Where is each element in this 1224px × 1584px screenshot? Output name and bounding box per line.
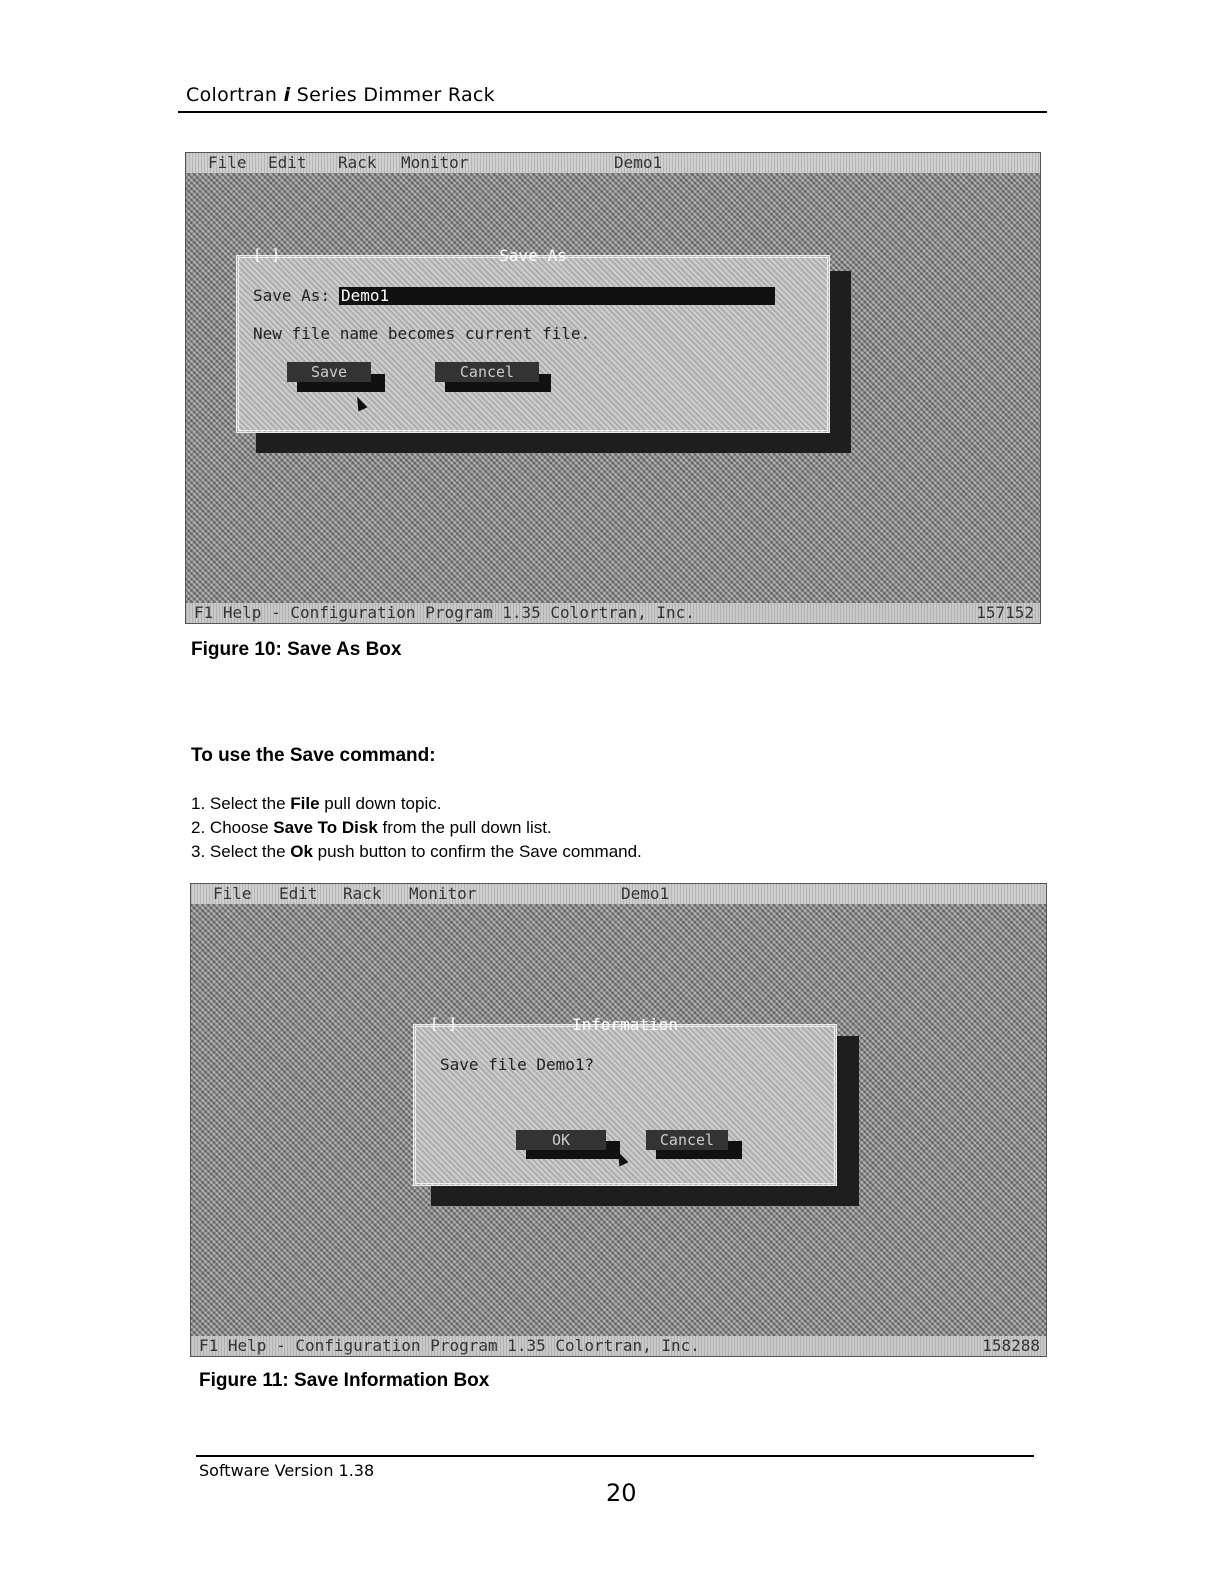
dialog-title: Information bbox=[572, 1015, 678, 1034]
menu-file-name: Demo1 bbox=[621, 884, 670, 903]
cancel-button[interactable]: Cancel bbox=[646, 1130, 728, 1150]
menu-rack[interactable]: Rack bbox=[343, 884, 382, 903]
menu-file-name: Demo1 bbox=[614, 153, 663, 172]
instruction-step: 1. Select the File pull down topic. bbox=[191, 794, 442, 813]
page-header-title: Colortran i Series Dimmer Rack bbox=[186, 84, 495, 106]
menu-file[interactable]: File bbox=[208, 153, 247, 172]
status-help-text: F1 Help - Configuration Program 1.35 Colortran, Inc. bbox=[194, 603, 695, 622]
save-as-dialog bbox=[236, 246, 830, 433]
status-memory: 158288 bbox=[982, 1336, 1040, 1355]
menu-monitor[interactable]: Monitor bbox=[401, 153, 469, 172]
mouse-pointer-icon bbox=[614, 1150, 629, 1167]
header-rule bbox=[178, 111, 1047, 113]
save-button[interactable]: Save bbox=[287, 362, 371, 382]
status-bar bbox=[186, 603, 1040, 623]
figure11-screen bbox=[190, 883, 1047, 1357]
dialog-message: New file name becomes current file. bbox=[253, 324, 591, 343]
software-version: Software Version 1.38 bbox=[199, 1461, 375, 1480]
dialog-title: Save As bbox=[499, 246, 567, 265]
instructions-heading: To use the Save command: bbox=[191, 745, 436, 766]
menu-rack[interactable]: Rack bbox=[338, 153, 377, 172]
status-bar bbox=[191, 1336, 1046, 1356]
cancel-button[interactable]: Cancel bbox=[435, 362, 539, 382]
dialog-close-icon[interactable]: [ ] bbox=[253, 246, 281, 264]
figure11-caption: Figure 11: Save Information Box bbox=[199, 1370, 490, 1391]
menu-bar bbox=[191, 884, 1046, 904]
instruction-step: 3. Select the Ok push button to confirm the Save command. bbox=[191, 842, 642, 861]
status-help-text: F1 Help - Configuration Program 1.35 Colortran, Inc. bbox=[199, 1336, 700, 1355]
instruction-step: 2. Choose Save To Disk from the pull down list. bbox=[191, 818, 552, 837]
dialog-close-icon[interactable]: [ ] bbox=[430, 1015, 458, 1033]
menu-file[interactable]: File bbox=[213, 884, 252, 903]
figure10-screen bbox=[185, 152, 1041, 624]
ok-button[interactable]: OK bbox=[516, 1130, 606, 1150]
footer-rule bbox=[196, 1455, 1034, 1457]
save-as-input[interactable]: Demo1 bbox=[339, 287, 775, 305]
dialog-message: Save file Demo1? bbox=[440, 1055, 595, 1074]
menu-bar bbox=[186, 153, 1040, 173]
menu-edit[interactable]: Edit bbox=[268, 153, 307, 172]
mouse-pointer-icon bbox=[353, 395, 368, 412]
page-number: 20 bbox=[606, 1479, 637, 1507]
save-as-label: Save As: bbox=[253, 286, 331, 305]
menu-monitor[interactable]: Monitor bbox=[409, 884, 477, 903]
figure10-caption: Figure 10: Save As Box bbox=[191, 639, 402, 660]
status-memory: 157152 bbox=[976, 603, 1034, 622]
information-dialog bbox=[413, 1015, 837, 1186]
menu-edit[interactable]: Edit bbox=[279, 884, 318, 903]
